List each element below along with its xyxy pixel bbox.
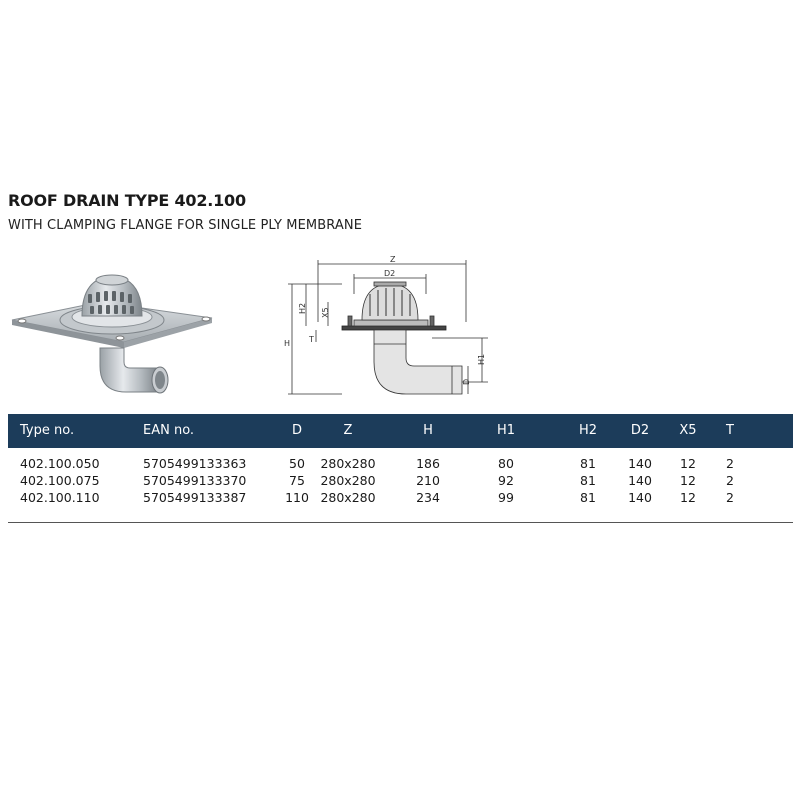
col-ean-no: EAN no. <box>143 423 195 438</box>
cell-d: 110 <box>285 490 309 505</box>
col-d2: D2 <box>630 423 650 438</box>
dim-z-label: Z <box>390 255 396 264</box>
cell-h: 210 <box>416 473 440 488</box>
table-row <box>8 473 793 490</box>
table-body <box>8 448 793 523</box>
dim-d-label: D <box>462 378 471 385</box>
cell-z: 280x280 <box>320 473 376 488</box>
cell-t: 2 <box>726 490 734 505</box>
cell-t: 2 <box>726 456 734 471</box>
dim-h2-label: H2 <box>298 302 307 314</box>
dim-h-label: H <box>284 339 291 348</box>
cell-h1: 80 <box>498 456 514 471</box>
cell-ean-no: 5705499133363 <box>143 456 247 471</box>
cell-x5: 12 <box>680 473 696 488</box>
cell-d2: 140 <box>628 490 652 505</box>
product-subtitle: WITH CLAMPING FLANGE FOR SINGLE PLY MEMBRANE <box>8 218 363 233</box>
col-h: H <box>423 423 433 438</box>
col-z: Z <box>343 423 353 438</box>
dimension-drawing <box>282 254 492 404</box>
col-h2: H2 <box>578 423 598 438</box>
cell-h1: 99 <box>498 490 514 505</box>
cell-h2: 81 <box>580 490 596 505</box>
col-d: D <box>291 423 302 438</box>
spec-table <box>8 414 793 523</box>
col-x5: X5 <box>679 423 697 438</box>
cell-d: 50 <box>289 456 305 471</box>
dim-d2-label: D2 <box>384 269 396 278</box>
cell-type-no: 402.100.075 <box>20 473 100 488</box>
col-t: T <box>726 423 734 438</box>
cell-h2: 81 <box>580 456 596 471</box>
table-header <box>8 414 793 448</box>
cell-x5: 12 <box>680 456 696 471</box>
cell-h: 234 <box>416 490 440 505</box>
table-row <box>8 456 793 473</box>
cell-d2: 140 <box>628 473 652 488</box>
col-type-no: Type no. <box>20 423 75 438</box>
cell-ean-no: 5705499133387 <box>143 490 247 505</box>
cell-t: 2 <box>726 473 734 488</box>
product-title: ROOF DRAIN TYPE 402.100 <box>8 191 246 210</box>
cell-z: 280x280 <box>320 456 376 471</box>
cell-h1: 92 <box>498 473 514 488</box>
col-h1: H1 <box>496 423 516 438</box>
table-row <box>8 490 793 507</box>
dim-x5-label: X5 <box>321 307 330 318</box>
cell-h2: 81 <box>580 473 596 488</box>
product-photo <box>8 262 218 402</box>
cell-type-no: 402.100.050 <box>20 456 100 471</box>
dim-t-label: T <box>309 335 314 344</box>
cell-d: 75 <box>289 473 305 488</box>
cell-ean-no: 5705499133370 <box>143 473 247 488</box>
cell-h: 186 <box>416 456 440 471</box>
dim-h1-label: H1 <box>477 353 486 365</box>
cell-z: 280x280 <box>320 490 376 505</box>
cell-d2: 140 <box>628 456 652 471</box>
cell-type-no: 402.100.110 <box>20 490 100 505</box>
cell-x5: 12 <box>680 490 696 505</box>
